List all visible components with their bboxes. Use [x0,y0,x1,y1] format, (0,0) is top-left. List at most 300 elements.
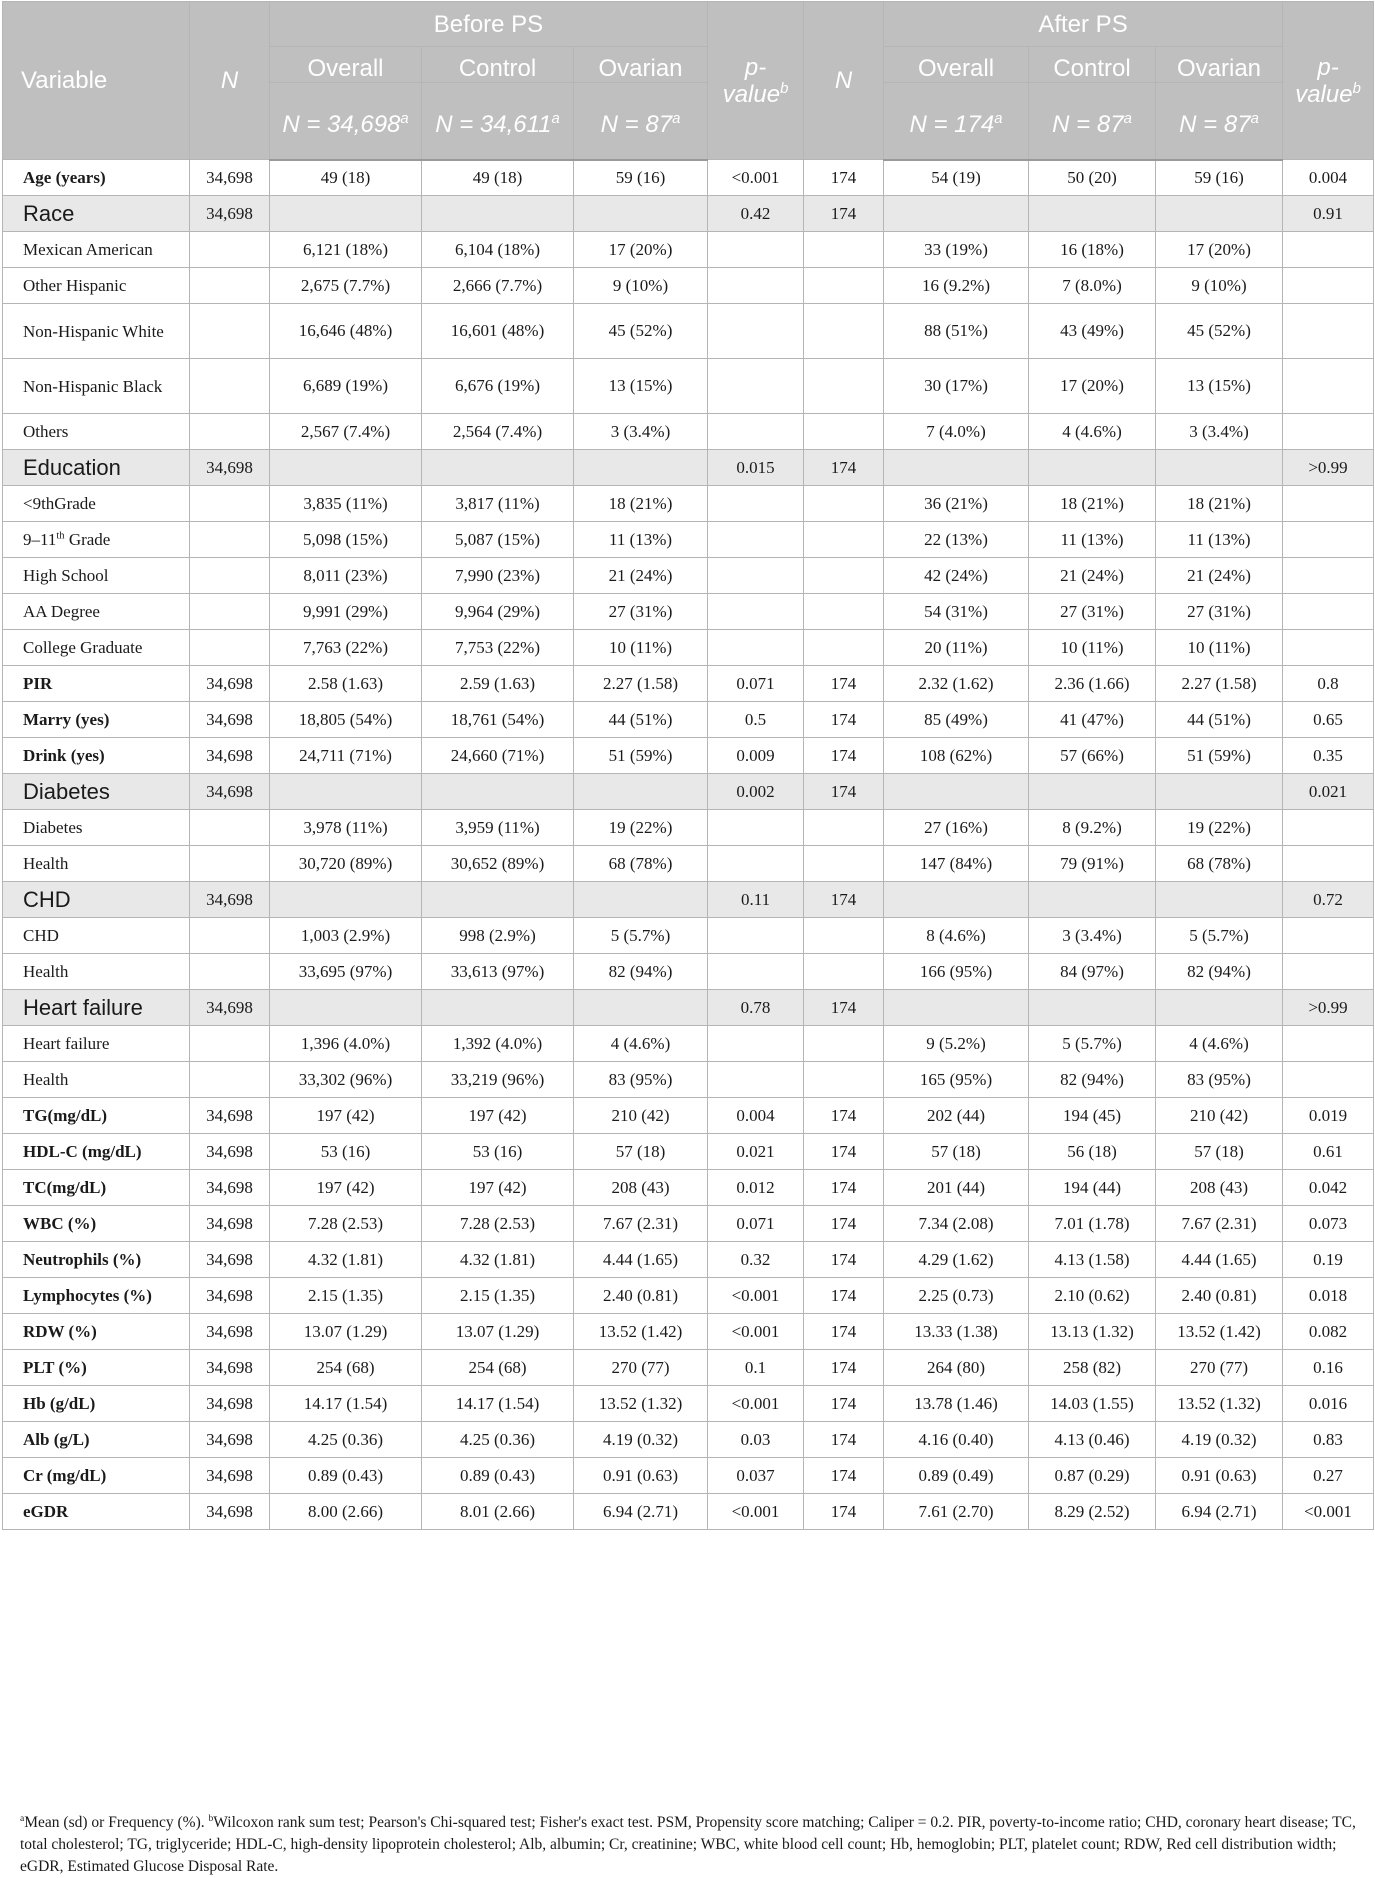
cell-n1 [190,810,270,846]
header-n-before-control-text: N = 34,611 [435,111,552,139]
header-n-after-control-text: N = 87 [1052,111,1124,139]
table-row [3,359,1374,414]
row-label: Alb (g/L) [3,1422,190,1458]
cell-p1: <0.001 [708,1494,804,1530]
cell-b-overall [270,990,422,1026]
cell-p1 [708,810,804,846]
cell-b-control: 254 (68) [422,1350,574,1386]
cell-b-ovarian: 18 (21%) [574,486,708,522]
row-label: Non-Hispanic White [3,304,190,359]
header-n-before-ovarian-sup: a [672,111,681,128]
cell-b-overall: 33,695 (97%) [270,954,422,990]
cell-n2: 174 [804,1350,884,1386]
cell-p2 [1283,232,1374,268]
cell-p1: <0.001 [708,1278,804,1314]
cell-a-overall: 147 (84%) [884,846,1029,882]
cell-b-control [422,196,574,232]
cell-p2: 0.35 [1283,738,1374,774]
cell-p1 [708,846,804,882]
cell-b-ovarian: 2.27 (1.58) [574,666,708,702]
cell-a-overall: 27 (16%) [884,810,1029,846]
cell-a-ovarian: 44 (51%) [1156,702,1283,738]
cell-a-ovarian: 4.19 (0.32) [1156,1422,1283,1458]
cell-a-ovarian: 2.27 (1.58) [1156,666,1283,702]
cell-a-ovarian [1156,196,1283,232]
row-label: Education [3,450,190,486]
header-after-control: Control [1029,47,1156,83]
cell-b-ovarian: 27 (31%) [574,594,708,630]
cell-a-control: 194 (45) [1029,1098,1156,1134]
row-label: PLT (%) [3,1350,190,1386]
cell-p1: 0.1 [708,1350,804,1386]
cell-n2: 174 [804,882,884,918]
cell-b-overall: 4.25 (0.36) [270,1422,422,1458]
table-row [3,1386,1374,1422]
header-n-after-control-sup: a [1123,111,1132,128]
cell-n1 [190,846,270,882]
table-row [3,774,1374,810]
cell-b-ovarian: 4 (4.6%) [574,1026,708,1062]
header-n-before: N [190,2,270,160]
table-row [3,1098,1374,1134]
cell-a-ovarian: 4 (4.6%) [1156,1026,1283,1062]
cell-n1: 34,698 [190,666,270,702]
cell-p1: 0.004 [708,1098,804,1134]
cell-n1 [190,268,270,304]
row-label: Lymphocytes (%) [3,1278,190,1314]
row-label: Neutrophils (%) [3,1242,190,1278]
cell-n2 [804,630,884,666]
cell-n2: 174 [804,1206,884,1242]
cell-p2: 0.65 [1283,702,1374,738]
cell-n2: 174 [804,702,884,738]
cell-b-overall: 197 (42) [270,1098,422,1134]
cell-b-ovarian [574,450,708,486]
cell-a-ovarian: 21 (24%) [1156,558,1283,594]
cell-b-ovarian: 68 (78%) [574,846,708,882]
header-n-after-overall-sup: a [994,111,1003,128]
cell-b-control: 9,964 (29%) [422,594,574,630]
table-row [3,882,1374,918]
cell-b-ovarian [574,774,708,810]
header-p-value-before-text: p-value [722,53,781,108]
cell-b-overall: 33,302 (96%) [270,1062,422,1098]
cell-n1: 34,698 [190,738,270,774]
cell-a-overall: 33 (19%) [884,232,1029,268]
cell-b-ovarian: 83 (95%) [574,1062,708,1098]
cell-a-ovarian: 3 (3.4%) [1156,414,1283,450]
header-n-before-overall-sup: a [400,111,409,128]
cell-p1 [708,304,804,359]
header-p-value-after [1283,2,1374,160]
cell-a-control: 21 (24%) [1029,558,1156,594]
cell-a-ovarian: 0.91 (0.63) [1156,1458,1283,1494]
row-label [3,522,190,558]
row-label: RDW (%) [3,1314,190,1350]
cell-n2 [804,414,884,450]
row-label: Others [3,414,190,450]
cell-a-control: 27 (31%) [1029,594,1156,630]
table-row [3,702,1374,738]
table-row [3,918,1374,954]
header-after-ovarian: Ovarian [1156,47,1283,83]
cell-a-overall: 57 (18) [884,1134,1029,1170]
cell-b-control: 24,660 (71%) [422,738,574,774]
header-before-control: Control [422,47,574,83]
cell-b-control: 53 (16) [422,1134,574,1170]
cell-a-ovarian: 13.52 (1.42) [1156,1314,1283,1350]
cell-n2: 174 [804,1134,884,1170]
cell-n1: 34,698 [190,1242,270,1278]
cell-b-control: 2,564 (7.4%) [422,414,574,450]
cell-n2 [804,359,884,414]
cell-b-control [422,774,574,810]
cell-b-ovarian: 11 (13%) [574,522,708,558]
cell-p1 [708,414,804,450]
cell-n2 [804,232,884,268]
cell-a-ovarian: 4.44 (1.65) [1156,1242,1283,1278]
cell-a-control: 194 (44) [1029,1170,1156,1206]
cell-a-overall: 2.25 (0.73) [884,1278,1029,1314]
table-row [3,414,1374,450]
cell-b-overall: 8.00 (2.66) [270,1494,422,1530]
cell-b-control: 30,652 (89%) [422,846,574,882]
row-label: Mexican American [3,232,190,268]
cell-n1: 34,698 [190,1494,270,1530]
cell-a-ovarian: 27 (31%) [1156,594,1283,630]
cell-p2 [1283,810,1374,846]
cell-n1: 34,698 [190,1206,270,1242]
cell-p1: 0.071 [708,1206,804,1242]
cell-b-overall: 16,646 (48%) [270,304,422,359]
cell-n2: 174 [804,666,884,702]
cell-p1 [708,486,804,522]
cell-n1: 34,698 [190,1422,270,1458]
cell-b-ovarian: 6.94 (2.71) [574,1494,708,1530]
table-row [3,1350,1374,1386]
table-row [3,630,1374,666]
cell-b-overall: 53 (16) [270,1134,422,1170]
cell-b-overall: 7.28 (2.53) [270,1206,422,1242]
cell-a-control: 57 (66%) [1029,738,1156,774]
cell-a-overall: 85 (49%) [884,702,1029,738]
header-n-before-overall [270,83,422,160]
cell-b-overall [270,196,422,232]
cell-p2 [1283,918,1374,954]
cell-n2: 174 [804,774,884,810]
cell-b-ovarian: 57 (18) [574,1134,708,1170]
cell-b-control: 33,613 (97%) [422,954,574,990]
cell-b-overall: 14.17 (1.54) [270,1386,422,1422]
cell-p2 [1283,268,1374,304]
cell-b-ovarian: 17 (20%) [574,232,708,268]
row-label: TC(mg/dL) [3,1170,190,1206]
cell-a-ovarian: 5 (5.7%) [1156,918,1283,954]
cell-b-ovarian: 45 (52%) [574,304,708,359]
cell-a-ovarian: 270 (77) [1156,1350,1283,1386]
cell-a-ovarian: 6.94 (2.71) [1156,1494,1283,1530]
cell-b-control: 1,392 (4.0%) [422,1026,574,1062]
row-label: CHD [3,918,190,954]
row-label: Diabetes [3,810,190,846]
cell-b-overall: 1,003 (2.9%) [270,918,422,954]
cell-b-overall: 4.32 (1.81) [270,1242,422,1278]
cell-b-control: 998 (2.9%) [422,918,574,954]
cell-a-ovarian [1156,450,1283,486]
cell-a-overall: 20 (11%) [884,630,1029,666]
cell-p2: 0.8 [1283,666,1374,702]
header-n-after-overall-text: N = 174 [909,111,995,139]
cell-p1 [708,268,804,304]
row-label: Drink (yes) [3,738,190,774]
cell-p1: 0.009 [708,738,804,774]
cell-n2: 174 [804,196,884,232]
cell-a-control: 8.29 (2.52) [1029,1494,1156,1530]
cell-a-control: 4.13 (0.46) [1029,1422,1156,1458]
cell-a-control: 5 (5.7%) [1029,1026,1156,1062]
cell-n2: 174 [804,1458,884,1494]
table-row [3,1314,1374,1350]
table-row [3,304,1374,359]
cell-a-control: 11 (13%) [1029,522,1156,558]
cell-p2 [1283,558,1374,594]
header-n-after-ovarian [1156,83,1283,160]
cell-a-ovarian: 19 (22%) [1156,810,1283,846]
cell-n2: 174 [804,450,884,486]
cell-a-overall [884,882,1029,918]
row-label: Health [3,954,190,990]
header-before-overall: Overall [270,47,422,83]
cell-a-control: 82 (94%) [1029,1062,1156,1098]
cell-p1: 0.03 [708,1422,804,1458]
header-n-before-ovarian-text: N = 87 [600,111,673,139]
header-n-after-overall [884,83,1029,160]
cell-b-ovarian: 9 (10%) [574,268,708,304]
cell-a-overall: 165 (95%) [884,1062,1029,1098]
cell-n1: 34,698 [190,990,270,1026]
header-n-after: N [804,2,884,160]
table-row [3,1278,1374,1314]
cell-a-control: 43 (49%) [1029,304,1156,359]
cell-p2 [1283,846,1374,882]
footnote-sup-a: a [20,1812,25,1824]
cell-b-control: 14.17 (1.54) [422,1386,574,1422]
header-after-ps: After PS [884,2,1283,47]
cell-a-ovarian: 13 (15%) [1156,359,1283,414]
cell-n2 [804,486,884,522]
cell-n2 [804,954,884,990]
header-n-before-control-sup: a [551,111,560,128]
row-label: WBC (%) [3,1206,190,1242]
cell-b-overall: 1,396 (4.0%) [270,1026,422,1062]
cell-a-overall: 88 (51%) [884,304,1029,359]
cell-a-control [1029,774,1156,810]
row-label: Cr (mg/dL) [3,1458,190,1494]
row-label: Health [3,1062,190,1098]
cell-a-overall: 13.33 (1.38) [884,1314,1029,1350]
cell-b-control: 7,753 (22%) [422,630,574,666]
cell-b-ovarian: 7.67 (2.31) [574,1206,708,1242]
row-label-sup: th [56,530,65,542]
cell-a-ovarian: 210 (42) [1156,1098,1283,1134]
cell-b-control: 4.25 (0.36) [422,1422,574,1458]
cell-n1 [190,232,270,268]
cell-b-overall: 3,978 (11%) [270,810,422,846]
cell-n2: 174 [804,1386,884,1422]
header-after-overall: Overall [884,47,1029,83]
cell-a-overall: 36 (21%) [884,486,1029,522]
cell-a-ovarian [1156,774,1283,810]
cell-n1: 34,698 [190,1314,270,1350]
cell-b-control: 8.01 (2.66) [422,1494,574,1530]
row-label: PIR [3,666,190,702]
table-body [3,160,1374,1530]
table-row [3,1206,1374,1242]
cell-a-control: 41 (47%) [1029,702,1156,738]
cell-a-overall [884,990,1029,1026]
row-label: Diabetes [3,774,190,810]
cell-n2: 174 [804,738,884,774]
cell-a-overall: 202 (44) [884,1098,1029,1134]
cell-b-control: 197 (42) [422,1170,574,1206]
cell-p2: 0.91 [1283,196,1374,232]
cell-p1: 0.037 [708,1458,804,1494]
cell-p2 [1283,1062,1374,1098]
cell-p1 [708,558,804,594]
table-row [3,1494,1374,1530]
header-n-before-overall-text: N = 34,698 [282,111,401,139]
cell-b-overall: 6,689 (19%) [270,359,422,414]
cell-b-ovarian: 13 (15%) [574,359,708,414]
cell-n1: 34,698 [190,450,270,486]
table-row [3,990,1374,1026]
cell-p1: 0.012 [708,1170,804,1206]
cell-p1 [708,522,804,558]
row-label: eGDR [3,1494,190,1530]
cell-b-control: 6,104 (18%) [422,232,574,268]
row-label: <9thGrade [3,486,190,522]
cell-p2: 0.61 [1283,1134,1374,1170]
cell-b-ovarian: 208 (43) [574,1170,708,1206]
header-n-after-ovarian-text: N = 87 [1179,111,1251,139]
cell-a-control: 7 (8.0%) [1029,268,1156,304]
cell-n2 [804,918,884,954]
cell-p2 [1283,486,1374,522]
cell-p2 [1283,359,1374,414]
row-label: High School [3,558,190,594]
cell-a-overall: 9 (5.2%) [884,1026,1029,1062]
table-row [3,196,1374,232]
cell-p2: 0.019 [1283,1098,1374,1134]
cell-b-ovarian: 10 (11%) [574,630,708,666]
cell-b-control: 2.15 (1.35) [422,1278,574,1314]
cell-n2: 174 [804,1242,884,1278]
cell-p1 [708,1062,804,1098]
cell-a-overall: 22 (13%) [884,522,1029,558]
cell-n1 [190,359,270,414]
row-label: Age (years) [3,160,190,196]
cell-a-ovarian: 68 (78%) [1156,846,1283,882]
cell-b-ovarian: 0.91 (0.63) [574,1458,708,1494]
table-row [3,160,1374,196]
cell-a-control [1029,196,1156,232]
table-row [3,1242,1374,1278]
cell-b-control: 0.89 (0.43) [422,1458,574,1494]
cell-a-ovarian: 83 (95%) [1156,1062,1283,1098]
table-header [3,2,1374,160]
cell-a-ovarian: 59 (16) [1156,160,1283,196]
row-label: AA Degree [3,594,190,630]
table-footnote [20,1812,1360,1878]
cell-a-control [1029,882,1156,918]
cell-n1: 34,698 [190,160,270,196]
cell-n1 [190,558,270,594]
cell-n1 [190,304,270,359]
cell-b-control: 3,959 (11%) [422,810,574,846]
row-label: Other Hispanic [3,268,190,304]
cell-p1: 0.002 [708,774,804,810]
cell-p2: 0.073 [1283,1206,1374,1242]
cell-a-control: 84 (97%) [1029,954,1156,990]
cell-a-ovarian: 45 (52%) [1156,304,1283,359]
cell-a-overall: 7 (4.0%) [884,414,1029,450]
cell-b-control [422,882,574,918]
cell-n2: 174 [804,1494,884,1530]
header-variable: Variable [3,2,190,160]
cell-b-overall: 6,121 (18%) [270,232,422,268]
header-p-value-before [708,2,804,160]
cell-a-overall: 54 (31%) [884,594,1029,630]
cell-b-control: 2,666 (7.7%) [422,268,574,304]
cell-n1: 34,698 [190,1278,270,1314]
footnote-sup-b: b [208,1812,214,1824]
row-label: Heart failure [3,1026,190,1062]
cell-n1 [190,1026,270,1062]
cell-p2 [1283,522,1374,558]
cell-b-overall: 2,675 (7.7%) [270,268,422,304]
cell-a-control: 7.01 (1.78) [1029,1206,1156,1242]
table-row [3,486,1374,522]
cell-b-overall: 7,763 (22%) [270,630,422,666]
cell-a-ovarian: 11 (13%) [1156,522,1283,558]
cell-p1 [708,594,804,630]
row-label: TG(mg/dL) [3,1098,190,1134]
cell-p2: 0.021 [1283,774,1374,810]
cell-p1: <0.001 [708,1386,804,1422]
cell-n1 [190,1062,270,1098]
cell-p2: 0.082 [1283,1314,1374,1350]
cell-a-control [1029,990,1156,1026]
cell-b-overall: 5,098 (15%) [270,522,422,558]
cell-b-overall: 2.15 (1.35) [270,1278,422,1314]
cell-n1 [190,918,270,954]
cell-n1: 34,698 [190,1386,270,1422]
cell-a-control: 2.36 (1.66) [1029,666,1156,702]
cell-a-overall: 108 (62%) [884,738,1029,774]
cell-n2: 174 [804,1314,884,1350]
cell-n1: 34,698 [190,1098,270,1134]
cell-b-ovarian: 13.52 (1.32) [574,1386,708,1422]
row-label: College Graduate [3,630,190,666]
baseline-characteristics-table [2,1,1374,1530]
cell-b-ovarian: 19 (22%) [574,810,708,846]
header-n-before-control [422,83,574,160]
cell-p1: <0.001 [708,1314,804,1350]
cell-n1: 34,698 [190,196,270,232]
cell-p2: 0.19 [1283,1242,1374,1278]
cell-b-control: 18,761 (54%) [422,702,574,738]
row-label: Race [3,196,190,232]
